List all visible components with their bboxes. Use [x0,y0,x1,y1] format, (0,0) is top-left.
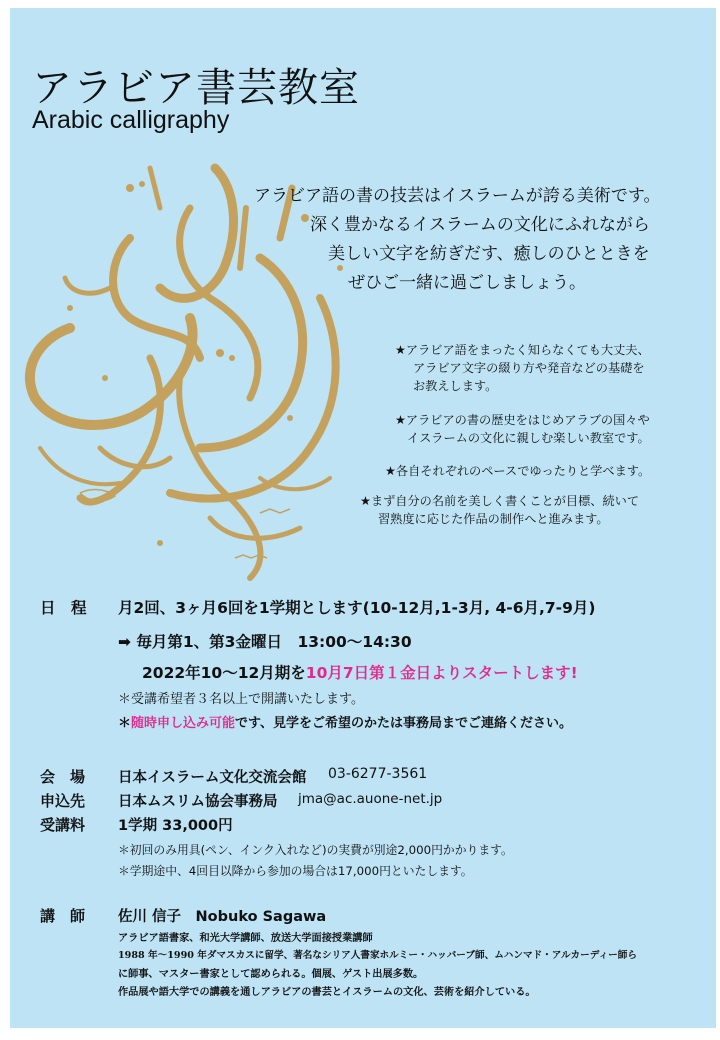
venue-value: 日本イスラーム文化交流会館 [118,770,307,786]
schedule-start-text: 2022年10〜12月期を [142,664,306,682]
schedule-line: 月2回、3ヶ月6回を1学期とします(10-12月,1-3月, 4-6月,7-9月) [118,599,596,617]
feature-line: ★まず自分の名前を美しく書くことが目標、続いて [360,494,640,508]
schedule-start [142,661,578,683]
intro-line: ぜひご一緒に過ごしましょう。 [348,273,586,293]
fee-label: 受講料 [40,816,86,834]
apply-label: 申込先 [40,792,86,810]
teacher-bio-line: アラビア語書家、和光大学講師、放送大学面接授業講師 [118,932,373,944]
schedule-label: 日 程 [40,599,87,617]
venue-label: 会 場 [40,768,86,786]
intro-line: アラビア語の書の技芸はイスラームが誇る美術です。 [254,186,661,206]
feature-line: 習熟度に応じた作品の制作へと進みます。 [378,512,609,526]
feature-line: ★アラビアの書の歴史をはじめアラブの国々や [395,413,650,427]
teacher-bio-line: 1988 年〜1990 年ダマスカスに留学、著名なシリア人書家ホルミー・ハッバーブ師、ムハンマド・アルカーディー師ら [118,950,637,961]
teacher-bio-line: 作品展や語大学での講義を通しアラビアの書芸とイスラームの文化、芸術を紹介している。 [118,986,536,998]
apply-value: 日本ムスリム協会事務局 [118,794,278,810]
feature-item [385,462,650,480]
fee-note: ＊学期途中、4回目以降から参加の場合は17,000円といたします。 [118,864,473,878]
feature-line: お教えします。 [413,379,498,393]
note-mark: ＊ [118,716,132,731]
teacher-name: 佐川 信子 Nobuko Sagawa [118,909,327,925]
schedule-note: ＊受講希望者３名以上で開講いたします。 [118,692,364,707]
feature-item [395,411,650,447]
feature-line: ★各自それぞれのペースでゆったりと学べます。 [385,464,651,478]
feature-item [360,492,639,528]
title-english: Arabic calligraphy [32,106,230,134]
teacher-label: 講 師 [40,907,86,925]
feature-line: アラビア文字の綴り方や発音などの基礎を [413,361,645,375]
fee-value: 1学期 33,000円 [118,818,233,834]
note-text: です、見学をご希望のかたは事務局までご連絡ください。 [235,716,572,731]
venue-phone: 03-6277-3561 [328,766,428,782]
feature-item [395,341,650,395]
schedule-note-apply [118,712,572,731]
poster [10,8,716,1028]
feature-line: ★アラビア語をまったく知らなくても大丈夫、 [395,343,650,357]
title-japanese: アラビア書芸教室 [32,65,360,111]
feature-line: イスラームの文化に親しむ楽しい教室です。 [407,431,650,445]
fee-note: ＊初回のみ用具(ペン、インク入れなど)の実費が別途2,000円かかります。 [118,843,513,857]
apply-email[interactable]: jma@ac.auone-net.jp [298,791,443,807]
apply-anytime-highlight: 随時申し込み可能 [131,716,236,731]
intro-line: 美しい文字を紡ぎだす、癒しのひとときを [328,244,650,264]
schedule-start-highlight: 10月7日第１金日よりスタートします! [305,664,578,682]
teacher-bio-line: に師事、マスター書家として認められる。個展、ゲスト出展多数。 [118,968,424,980]
intro-line: 深く豊かなるイスラームの文化にふれながら [310,215,650,235]
schedule-days: ➡ 毎月第1、第3金曜日 13:00〜14:30 [118,633,412,651]
